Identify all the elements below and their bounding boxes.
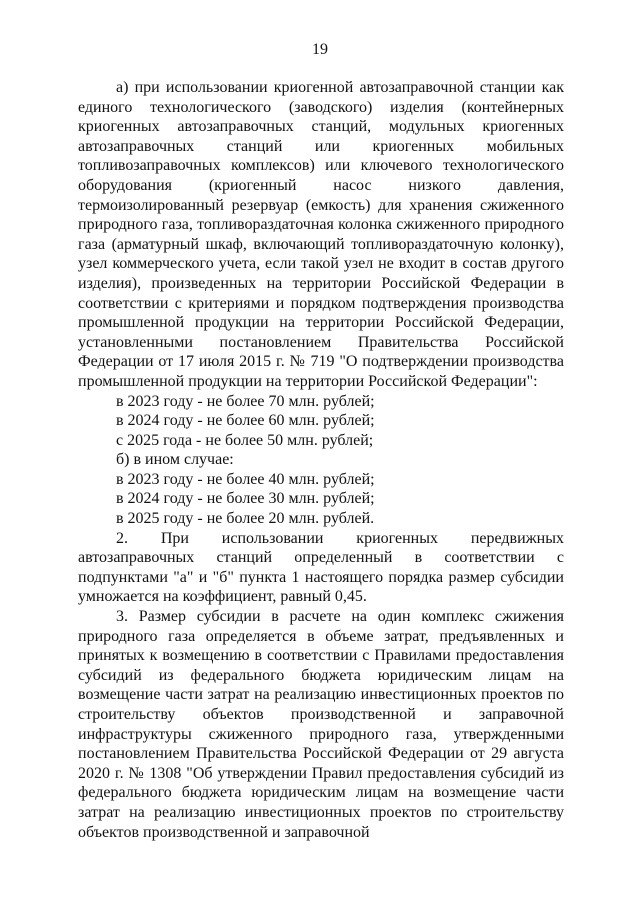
amount-line-2025-a: с 2025 года - не более 50 млн. рублей; [116,431,374,449]
amount-line-2023-b: в 2023 году - не более 40 млн. рублей; [116,470,375,488]
document-body [78,78,564,842]
amount-line-2024-a: в 2024 году - не более 60 млн. рублей; [116,412,375,430]
paragraph-point-3: 3. Размер субсидии в расчете на один комплекс сжижения природного газа определяется в объеме затрат, предъявленных и принятых к возмещению в соответствии с Правилами предоставления субсидий из федерального бюджета юридическим лицам на возмещение части затрат на реализацию инвестиционных проектов по строительству объектов производственной и заправочной инфраструктуры сжиженного природного газа, утвержденными постановлением Правительства Российской Федерации от 29 августа 2020 г. № 1308 "Об утверждении Правил предоставления субсидий из федерального бюджета юридическим лицам на возмещение части затрат на реализацию инвестиционных проектов по строительству объектов производственной и заправочной [78,608,564,841]
page-number: 19 [312,41,328,58]
paragraph-point-2: 2. При использовании криогенных передвижных автозаправочных станций определенный в соответствии с подпунктами "а" и "б" пункта 1 настоящего порядка размер субсидии умножается на коэффициент, равный 0,45. [78,529,564,606]
amount-line-2025-b: в 2025 году - не более 20 млн. рублей. [116,510,375,528]
amount-line-2024-b: в 2024 году - не более 30 млн. рублей; [116,490,375,508]
amount-line-2023-a: в 2023 году - не более 70 млн. рублей; [116,392,375,410]
paragraph-item-a: а) при использовании криогенной автозаправочной станции как единого технологического (заводского) изделия (контейнерных криогенных автозаправочных станций, модульных криогенных автозаправочных станций или криогенных мобильных топливозаправочных комплексов) или ключевого технологического оборудования (криогенный насос низкого давления, термоизолированный резервуар (емкость) для хранения сжиженного природного газа, топливораздаточная колонка сжиженного природного газа (арматурный шкаф, включающий топливораздаточную колонку), узел коммерческого учета, если такой узел не входит в состав другого изделия), произведенных на территории Российской Федерации в соответствии с критериями и порядком подтверждения производства промышленной продукции на территории Российской Федерации, установленными постановлением Правительства Российской Федерации от 17 июля 2015 г. № 719 "О подтверждении производства промышленной продукции на территории Российской Федерации": [78,79,564,390]
paragraph-item-b: б) в ином случае: [116,451,234,469]
